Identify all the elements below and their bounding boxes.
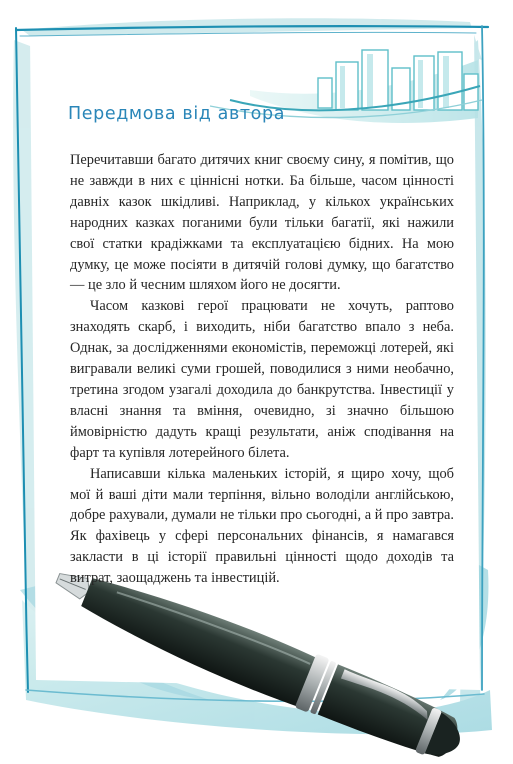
paragraph: Часом казкові герої працювати не хочуть, раптово знаходять скарб, і виходить, ніби багатство впало з неба. Однак, за дослідженнями економістів, переможці лотерей, які вигравали великі суми грошей, поводилися з ними необачно, третина згодом узагалі доходила до банкрутства. Інвестиції у власні знання та вміння, очевидно, зі значно більшою ймовірністю дадуть кращі результати, аніж сподівання на фарт та купівля лотерейного білета. (70, 298, 454, 461)
paragraph: Написавши кілька маленьких історій, я щиро хочу, щоб мої й ваші діти мали терпіння, вільно володіли англійською, добре рахували, думали не тільки про сьогодні, а й про завтра. Як фахівець у сфері персональних фінансів, я намагався закласти в ці історії правильні цінності щодо доходів та витрат, заощаджень та інвестицій. (70, 465, 454, 587)
preface-body (70, 150, 454, 589)
page-title: Передмова від автора (68, 104, 286, 124)
paragraph: Перечитавши багато дитячих книг своєму сину, я помітив, що не завжди в них є ціннісні нотки. Ба більше, часом цінності давніх казок шкідливі. Наприклад, у кількох українських народних казках поганими були тільки багатії, які нажили свої статки крадіжками та експлуатацією бідних. На мою думку, це може посіяти в дитячій голові думку, що багатство — це зло й чесним шляхом його не досягти. (70, 152, 454, 294)
